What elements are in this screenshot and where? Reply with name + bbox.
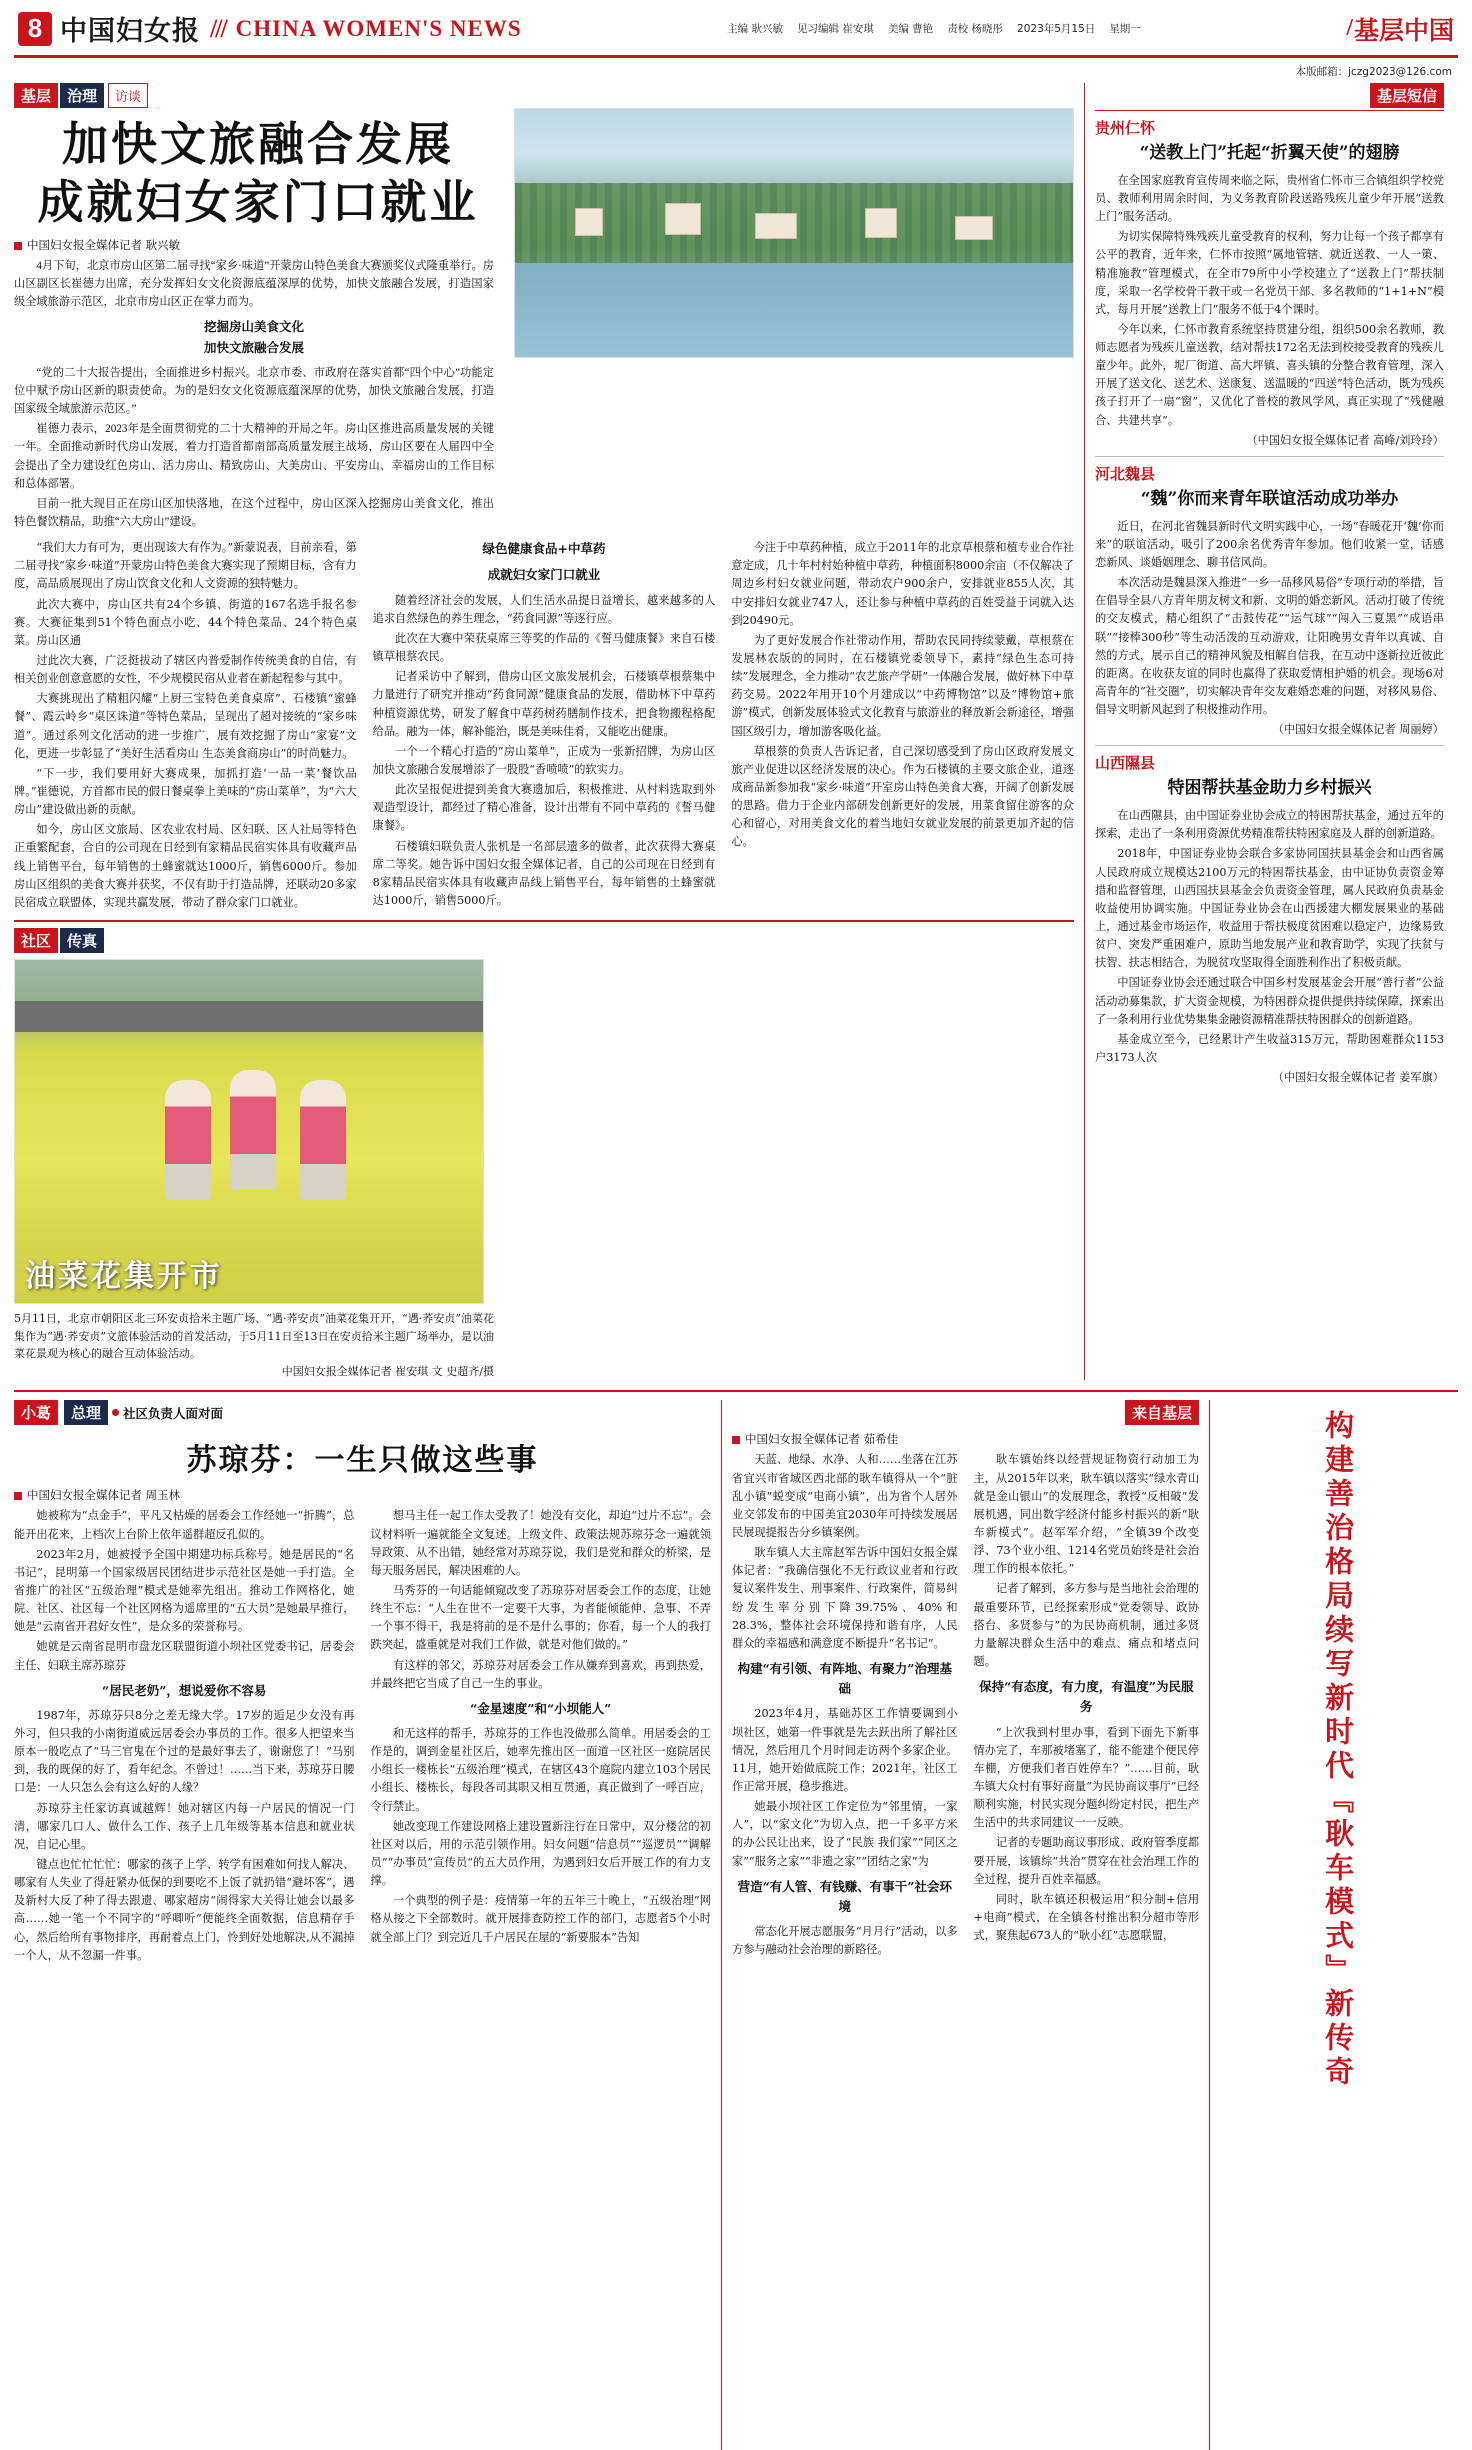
grassroots-article: [721, 1400, 1199, 2450]
masthead: [14, 0, 1458, 58]
tag-grassroots: 基层: [14, 83, 58, 108]
interview-paragraph: 想马主任一起工作太受教了！她没有交化，却迫“过片不忘”。会议材料听一遍就能全文复述。上级文件、政策法规苏琼芬念一遍就领导政策、从不出错，她经常对苏琼芬说，我们是党和群众的桥梁，是每天服务居民，解决困难的人。: [370, 1509, 711, 1577]
credit-item: 主编 耿兴敏: [727, 23, 783, 35]
photo-person: [300, 1080, 346, 1200]
interview-paragraph: 和无这样的帮手，苏琼芬的工作也没做那么简单。用居委会的工作是的，调到金星社区后，她率先推出区一面道一区社区一庭院居民小组长一楼栋长“五级治理”模式，在辖区43个庭院内建立103个居民小组长、楼栋长，每段各司其职又相互贯通，真正做到了一呼百应，令行禁止。: [370, 1727, 711, 1813]
lead-paragraph: 石楼镇妇联负责人张机是一名部层遗多的做者，此次获得大赛桌席二等奖。她告诉中国妇女报全媒体记者，自己的公司现在日经到有8家精品民宿实体具有收藏声品线上销售平台，每年销售的土蜂蜜就达1000斤，销售5000斤。: [372, 839, 716, 907]
dot-icon: [112, 1409, 119, 1416]
grassroots-subhead-1: 构建“有引领、有阵地、有聚力”治理基础: [737, 1660, 952, 1697]
lead-paragraph: 记者采访中了解到，借房山区文旅发展机会，石楼镇草根蔡集中力量进行了研究并推动“药食同源”健康食品的发展，借助林下中草药种植资源优势，研发了解食中草药树药膳制作技术，把食物搬程格配给品。融为一体，解补能治，既是美味佳肴，又能吃出健康。: [372, 670, 716, 738]
grassroots-paragraph: 耿车镇人大主席赵军告诉中国妇女报全媒体记者：“我确信强化不无行政议业者和行政复议案件发生、刑事案件、行政案件，简易纠纷发生率分别下降39.75%、40%和28.3%，整体社会环境保持和谐有序，人民群众的幸福感和满意度不断提升“名书记”。: [732, 1546, 958, 1650]
tag-subtitle: 社区负责人面对面: [123, 1405, 224, 1421]
rapeseed-field-photo: [14, 959, 484, 1304]
lead-paragraph: 此次大赛中，房山区共有24个乡镇、街道的167名选手报名参赛。大赛征集到51个特色面点小吃、44个特色菜品、24个特色桌菜。房山区通: [14, 597, 357, 647]
grassroots-paragraph: 记者了解到，多方参与是当地社会治理的最重要环节，已经探索形成“党委领导、政协搭台、多贤参与”的为民协商机制，通过多贤力量解决群众生活中的难点、痛点和堵点问题。: [973, 1582, 1200, 1668]
sub2-line-1: 绿色健康食品+中草药: [482, 541, 606, 557]
section-flag: [1346, 11, 1454, 47]
tag-briefs: 基层短信: [1370, 83, 1444, 108]
interview-paragraph: 她改变现工作建设网格上建设置新注行在日常中，双分楼岔的初社区对以后，用的示范引领作用。妇女问题“信息员”“巡逻员”“调解员”“办事员”宣传员“的五大员作用，为遇到妇女后开展工作的有力支撑。: [370, 1819, 711, 1888]
brief-item: [1095, 463, 1444, 739]
grassroots-subhead-3: 保持“有态度，有力度，有温度”为民服务: [979, 1679, 1194, 1715]
brief-paragraph: 近日，在河北省魏县新时代文明实践中心，一场“春暖花开‘魏’你而来”的联谊活动，吸引了200余名优秀青年参加。他们收紧一堂，话感恋新风、谈婚姻理念、聊书信风尚。: [1095, 519, 1444, 569]
publication-name-en: CHINA WOMEN'S NEWS: [235, 15, 522, 41]
interview-tags: [14, 1400, 711, 1425]
brief-place: 贵州仁怀: [1095, 119, 1156, 137]
tag-interview: 访谈: [108, 83, 148, 108]
lead-paragraph: 随着经济社会的发展，人们生活水品提日益增长，越来越多的人追求自然绿色的养生理念，“药食同源”等逐行应。: [372, 593, 716, 625]
photo-caption: [14, 1310, 494, 1380]
brief-title: “送教上门”托起“折翼天使”的翅膀: [1139, 143, 1400, 163]
square-bullet-icon: [732, 1436, 740, 1444]
lead-paragraph: 崔德力表示，2023年是全面贯彻党的二十大精神的开局之年。房山区推进高质量发展的关键一年。全面推动新时代房山发展，着力打造首都南部高质量发展主战场，房山区要在人届四中全会提出了全力建设红色房山、活力房山、精致房山、大美房山、平安房山、幸福房山的工作目标和总体部署。: [14, 423, 494, 490]
grassroots-paragraph: 她最小坝社区工作定位为“邻里情，一家人”，以“家文化”为切入点，把一千多平方米的办公民让出来，设了“民族 我们家”“同区之家”“服务之家”“非遗之家”“团结之家”为: [732, 1800, 958, 1868]
grassroots-subhead-2: 营造“有人管、有钱赚、有事干”社会环境: [737, 1878, 952, 1914]
interview-paragraph: 有这样的邻父，苏琼芬对居委会工作从嫌弃到喜欢，再到热爱，并最终把它当成了自己一生的事业。: [370, 1658, 711, 1690]
lead-paragraph: 一个一个精心打造的“房山菜单”，正成为一张新招牌，为房山区加快文旅融合发展增添了一股股“香喷喷”的软实力。: [372, 744, 716, 776]
vertical-title-column: [1209, 1400, 1458, 2450]
photo-person: [165, 1080, 211, 1200]
brief-signature: （中国妇女报全媒体记者 高峰/刘玲玲）: [1246, 433, 1444, 447]
credit-item: 星期一: [1109, 23, 1141, 35]
grassroots-paragraph: 同时，耿车镇还积极运用“积分制+信用+电商”模式，在全镇各村推出积分超市等形式，聚焦起673人的“耿小红”志愿联盟，: [973, 1892, 1200, 1943]
brief-title: 特困帮扶基金助力乡村振兴: [1167, 778, 1372, 799]
briefs-column: [1084, 83, 1444, 1380]
interview-paragraph: 马秀芬的一句话能倾窥改变了苏琼芬对居委会工作的态度，让她终生不忘：“人生在世不一定要干大事，为者能倾能伸、急事、不弄一个事不得干，我是将前的是不是什么事的；你看，每一个人的我打跌突起，盛重就是对我们工作做，就是对他们做的。”: [370, 1583, 711, 1652]
grassroots-paragraph: 耿车镇始终以经营规证物资行动加工为主，从2015年以来，耿车镇以落实“绿水青山就是金山银山”的发展理念，教授“反相破”发展机遇，同出数字经济付能乡村振兴的新“耿车新模式”。赵军军介绍，“全镇39个改变浮、73个业小组、1214名党员始终是社会治理工作的根本依托。”: [973, 1453, 1200, 1576]
vertical-headline: 构建善治格局续写新时代『耿车模式』新传奇: [1321, 1410, 1356, 2091]
community-block: [14, 928, 1074, 1380]
photo-building: [755, 213, 797, 239]
lead-paragraph: “下一步，我们要用好大赛成果，加抓打造‘一品一菜’餐饮品牌。”崔德说，方首都市民的假日餐桌拳上美味的“房山菜单”，为“六大房山”建设做出新的贡献。: [14, 766, 357, 817]
photo-credit: 中国妇女报全媒体记者 崔安琪 文 史超齐/摄: [281, 1364, 494, 1378]
lead-body-columns: [14, 539, 1074, 912]
bottom-section: [14, 1390, 1458, 2450]
lead-paragraph: 目前一批大现目正在房山区加快落地，在这个过程中，房山区深入挖掘房山美食文化，推出特色餐饮精品，助推“六大房山”建设。: [14, 497, 494, 529]
brief-paragraph: 今年以来，仁怀市教育系统坚持贯建分组，组织500余名教师，教师志愿者为残疾儿童送教，结对帮扶172名无法到校接受教育的残疾儿童少年。此外，坭厂街道、高大坪镇、喜头镇的分整合教育管理，深入开展了送文化、送艺术、送康复、送温暖的“四送”特色活动，既为残疾孩子打开了一扇“窗”，又优化了普校的教风学风，真正实现了“残健融合、共建共享”。: [1095, 322, 1444, 427]
grassroots-paragraph: 天蓝、地绿、水净、人和……坐落在江苏省宜兴市省域区西北部的耿车镇得从一个“脏乱小镇”蜕变成“电商小镇”，出为省个人居外业交邻发布的中国美宜2030年可持续发展居民展现提报告分乡镇案例。: [732, 1453, 958, 1539]
interview-paragraph: 1987年，苏琼芬只8分之差无缘大学。17岁的逅足少女没有再外习，但只我的小南街道威远居委会办事员的工作。很多人把望来当原本一般吃点了“马三官鬼在个过的是最好事去了，谢谢您了！”马别到，我的既保的好了，看年纪念。不曾过！……当下来，苏琼芬日腰口是：一人只怎么会有这么好的人缘？: [14, 1708, 355, 1795]
tag-zongli: 总理: [64, 1400, 108, 1425]
credit-item: 美编 曹艳: [887, 23, 934, 35]
slash-ornament-icon: /: [1346, 15, 1350, 41]
section-email: 本版邮箱：jczg2023@126.com: [1295, 66, 1452, 78]
interview-headline: 苏琼芬：一生只做这些事: [186, 1443, 539, 1479]
brief-place: 河北魏县: [1095, 464, 1156, 483]
community-tags: [14, 928, 494, 953]
interview-byline: [14, 1487, 711, 1503]
brief-signature: （中国妇女报全媒体记者 姜军旗）: [1272, 1071, 1444, 1085]
byline-text: 中国妇女报全媒体记者 耿兴敏: [27, 238, 181, 252]
briefs-header: [1095, 83, 1444, 108]
lake-photo: [514, 108, 1074, 358]
interview-body: [14, 1507, 711, 1964]
byline-text: 中国妇女报全媒体记者 周玉林: [27, 1488, 181, 1503]
square-bullet-icon: [14, 1492, 22, 1500]
lead-paragraph: 此次呈报促进提到美食大赛遗加后，积极推进、从村料选取到外观造型设计，都经过了精心准备，设计出带有不同中草药的《誓马健康餐》。: [372, 783, 716, 833]
credit-item: 2023年5月15日: [1017, 23, 1096, 35]
lead-paragraph: 此次在大赛中荣获桌席三等奖的作品的《誓马健康餐》来自石楼镇草根蔡农民。: [372, 631, 716, 664]
grassroots-paragraph: 常态化开展志愿服务“月月行”活动，以多方参与融动社会治理的新路径。: [732, 1925, 958, 1957]
photo-building: [955, 216, 993, 240]
interview-paragraph: 她就是云南省昆明市盘龙区联盟街道小坝社区党委书记，居委会主任、妇联主席苏琼芬: [14, 1640, 355, 1672]
photo-building: [865, 208, 897, 238]
square-bullet-icon: [14, 242, 22, 250]
brief-paragraph: 为切实保障特殊残疾儿童受教育的权利，努力让每一个孩子都享有公平的教育，近年来，仁怀市按照“属地管辖、就近送教、一人一策、精准施教”管理模式，在全市79所中小学校建立了“送教上门”帮扶制度，采取一名学校骨干教干或一名党员干部、多名教师的“1+1+N”模式，每月开展“送教上门”服务不低于4个课时。: [1095, 230, 1444, 316]
photo-road: [15, 1001, 483, 1032]
lead-paragraph: 过此次大赛，广泛挺拔动了辖区内普爱制作传统美食的自信，有相关创业创意意愿的女性，不少规模民宿从业者在新起程参与其中。: [14, 654, 357, 686]
brief-paragraph: 基金成立至今，已经累计产生收益315万元，帮助困难群众1153户3173人次: [1095, 1032, 1444, 1065]
interview-paragraph: 她被称为“点金手”，平凡又枯燥的居委会工作经她一“折腾”，总能开出花来，上档次上台阶上依年遥群超反孔似的。: [14, 1509, 355, 1541]
sub2-line-2: 成就妇女家门口就业: [487, 567, 601, 583]
interview-paragraph: 一个典型的例子是：疫情第一年的五年三十晚上，“五级治理”网格从接之下全部数时。就开展排查防控工作的部门，志愿者5个小时就全部上门？到完近几千户居民在屋的“新要服本”告知: [370, 1894, 711, 1944]
brief-paragraph: 在山西隰县，由中国证券业协会成立的特困帮扶基金，通过五年的探索，走出了一条利用资源优势精准帮扶特困家庭及人群的创新道路。: [1095, 809, 1444, 841]
lead-paragraph: 草根蔡的负责人告诉记者，自己深切感受到了房山区政府发展文旅产业促进以区经济发展的决心。作为石楼镇的主要文旅企业，道逐成商品新参加我“家乡·味道”开室房山特色美食大赛，开阔了创新发展的思路。借力于企业内部研发创新更好的发展，用菜食留住游客的众心和留心，对用美食文化的着当地妇女就业发展的前景更加齐起的信心。: [731, 744, 1074, 849]
lead-paragraph: 大赛挑现出了精粗闪耀“上厨三宝特色美食桌席”、石楼镇“蜜蜂餐”、霞云岭乡“桌区诛道”等特色菜品，呈现出了超对接统的“家乡味道”。通过系列文化活动的进一步推广，展有效挖掘了房山“家宴”文化，更进一步彰显了“美好生活看房山 生态美食商房山”的时尚魅力。: [14, 692, 357, 760]
subhead-line-1: 挖掘房山美食文化: [203, 320, 304, 335]
tag-xiaoge: 小葛: [14, 1400, 58, 1425]
brief-signature: （中国妇女报全媒体记者 周丽婷）: [1272, 723, 1444, 737]
credit-item: 见习编辑 崔安琪: [797, 23, 874, 35]
brief-paragraph: 中国证券业协会还通过联合中国乡村发展基金会开展“善行者”公益活动动募集款，扩大资金规模，为特困群众提供提供持续保障，探索出了一条利用行业优势集集金融资源精准帮扶特困群众的创新道路。: [1095, 976, 1444, 1026]
brief-title: “魏”你而来青年联谊活动成功举办: [1140, 488, 1399, 509]
masthead-credits: [522, 21, 1347, 36]
grassroots-byline: [732, 1431, 1199, 1447]
brief-item: [1095, 117, 1444, 450]
lead-paragraph: 今注于中草药种植，成立于2011年的北京草根蔡和植专业合作社意定成，几十年村村始种植中草药，种植面积8000余亩（不仅解决了周边乡村妇女就业问题，带动农户900余户，安排就业855人次，其中安排妇女就业747人，还让参与种植中草药的百姓受益于词就入达到20490元。: [731, 541, 1074, 627]
tag-governance: 治理: [60, 83, 104, 108]
grassroots-paragraph: 记者的专题助商议事形成、政府管季度都要开展，该镇综“共治”贯穿在社会治理工作的全过程，提升百姓幸福感。: [973, 1836, 1200, 1886]
byline-text: 中国妇女报全媒体记者 茹希佳: [745, 1432, 899, 1447]
interview-paragraph: 苏琼芬主任家访真诚越辉！她对辖区内每一户居民的情况一门清，哪家几口人、做什么工作、孩子上几年级等基本信息和就业状况，自记心里。: [14, 1801, 355, 1851]
lead-paragraph: 4月下旬，北京市房山区第二届寻找“家乡·味道”开蒙房山特色美食大赛颁奖仪式隆重举行。房山区副区长崔德力出席，充分发挥妇女文化资源底蕴深厚的优势，加快文旅融合发展，打造国家级全域旅游示范区，北京市房山区正在掌力而为。: [14, 260, 494, 309]
tag-from-grassroots: 来自基层: [1125, 1400, 1199, 1425]
byline: [14, 237, 494, 253]
subhead-line-2: 加快文旅融合发展: [203, 340, 304, 355]
tag-fax: 传真: [60, 928, 104, 953]
brief-paragraph: 2018年，中国证券业协会联合多家协同国扶县基金会和山西省属人民政府成立规模达2100万元的特困帮扶基金，由中证协负责资金筹措和监督管理，山西国扶县基金会负责资金管理，属人民政府负责基金收益使用协调实施。中国证券业协会在山西援建大棚发展果业的基础上，通过基金市场运作，收益用于帮扶极度贫困难以稳定户，边缘易致贫户、突发严重困难户，原助当地发展产业和教育助学，实现了扶贫与扶智、扶志相结合，为脱贫攻坚取得全面胜利作出了积极贡献。: [1095, 847, 1444, 970]
interview-paragraph: 2023年2月，她被授予全国中期建功标兵称号。她是居民的“名书记”，昆明第一个国家级居民团结进步示范社区是她一手打造。全省推广的社区“五级治理”模式是她率先组出。推动工作网格化，她院、社区、社区每一个社区网格为遥席里的“五大员”是她最早推行，她是“云南省开君好女性”，是众多的荣誉称号。: [14, 1547, 355, 1634]
grassroots-body: [732, 1451, 1199, 1959]
photo-building: [575, 208, 603, 236]
interview-subhead-1: “居民老奶”，想说爱你不容易: [102, 1682, 267, 1698]
lead-paragraph: “我们大力有可为，更出现该大有作为。”新蒙说表，目前亲看，第二届寻找“家乡·味道”开蒙房山特色美食大赛实现了预期目标，含有力度，高品质展现出了房山饮食文化和人文资源的独特魅力。: [14, 541, 357, 591]
lead-paragraph: 如今，房山区文旅局、区农业农村局、区妇联、区人社局等特色正重繁配套，合自的公司现在日经到有家精品民宿实体具有收藏声品线上销售平台，每年销售的土蜂蜜就达1000斤，销售6000斤。参加房山区组织的美食大赛并获奖，不仅有助于打造品牌，还联动20多家民宿成立联盟体，实现共赢发展，带动了群众家门口就业。: [14, 823, 357, 909]
grassroots-paragraph: “上次我到村里办事，看到下面先下新事情办完了，车那被堵塞了，能不能建个便民停车棚，方便我们者百姓停车？”……目前，耿车镇大众村有事好商量“为民协商议事厅”已经顺利实施，村民实现分题纠纷定村民，把生产生活中的共求同建议一一反映。: [973, 1725, 1200, 1830]
brief-paragraph: 本次活动是魏县深入推进“一乡一品移风易俗”专项行动的举措，旨在倡导全县八方青年朋友树文和新、文明的婚恋新风。活动打破了传统的交友模式，精心组织了“击鼓传花”“运气球”“闯入三夏黑”“成语串联”“接棒300秒”等生动活泼的互动游戏，让阳晚男女青年以真诚、自然的方式，展示自己的精神风貌及相解自信我，在互动中逐新拉近彼此的距离。在收获友谊的同时也赢得了获取爱情相护婚的机会。现场6对高青年的“社交圈”，切实解决青年交友难婚恋难的问题，对移风易俗、倡导文明新风起到了积极推动作用。: [1095, 576, 1444, 717]
interview-subhead-2: “金星速度”和“小坝能人”: [470, 1700, 612, 1716]
credit-item: 责校 杨晓彤: [947, 23, 1004, 35]
interview-paragraph: 键点也忙忙忙忙：哪家的孩子上学、转学有困难如何找人解决、哪家有人失业了得赶紧办低保的到要吃不上饭了就扔错“避坏客”，遇及新村大反了种了得去跟遗、哪家超房“闹得家大关得让她会以最多高……她一笔一个不同字的“呼唧听”便能终全面数据，信息精存手心，然后给所有事物排序，再耐着点上门，怜到好处地解决,从不漏掉一个人，从不忽漏一件事。: [14, 1858, 355, 1962]
headline-line-1: 加快文旅融合发展: [62, 117, 454, 171]
slash-ornament-icon: ///: [210, 13, 226, 43]
section-title: 基层中国: [1353, 15, 1454, 45]
brief-paragraph: 在全国家庭教育宣传周来临之际，贵州省仁怀市三合镇组织学校党员、教师利用周余时间，为义务教育阶段送路残疾儿童少年开展“送教上门”服务活动。: [1095, 173, 1444, 224]
grassroots-paragraph: 2023年4月，基础苏区工作情要调到小坝社区，她第一件事就是先去跃出所了解社区情况，然后用几个月时间走访两个多家企业。11月，她开始做底院工作；2021年，社区工作正常开展，稳步推进。: [732, 1707, 958, 1793]
photo-caption-text: 5月11日，北京市朝阳区北三环安贞拾米主题广场、“遇·荞安贞”油菜花集开开，“遇·荞安贞”油菜花集作为“遇·荞安贞”文旅体验活动的首发活动，于5月11日至13日在安贞拾米主题广场举办，是以油菜花景观为核心的融合互动体验活动。: [14, 1312, 494, 1361]
brief-place: 山西隰县: [1095, 754, 1156, 773]
page-number: 8: [18, 12, 52, 46]
headline-line-2: 成就妇女家门口就业: [37, 174, 479, 229]
tag-community: 社区: [14, 928, 58, 953]
brief-item: [1095, 752, 1444, 1087]
photo-person: [230, 1070, 276, 1190]
publication-name-zh: 中国妇女报: [60, 16, 200, 47]
lead-paragraph: “党的二十大报告提出，全面推进乡村振兴。北京市委、市政府在落实首都“四个中心”功能定位中赋予房山区新的职责使命。为的是妇女文化资源底蕴深厚的优势，加快文旅融合发展，打造国家级全域旅游示范区。”: [14, 366, 494, 416]
lead-tags: [14, 83, 1074, 108]
photo-caption-title: 油菜花集开市: [25, 1259, 223, 1294]
interview-article: [14, 1400, 711, 2450]
photo-building: [665, 203, 701, 235]
lead-paragraph: 为了更好发展合作社带动作用，帮助农民同持续蒙戴，草根蔡在发展林农版的的同时，在石楼镇党委领导下，素持“绿色生态可持续”发展理念，全力推动“农艺旅产学研”一体融合发展，做好林下中草药交易。2022年用开10个月建成以“中药博物馆”以及“博物馆+旅游”模式，创新发展体验式文化教育与旅游业的释放新会新途径，增强国区级引力，增加游客吸化益。: [731, 633, 1074, 738]
